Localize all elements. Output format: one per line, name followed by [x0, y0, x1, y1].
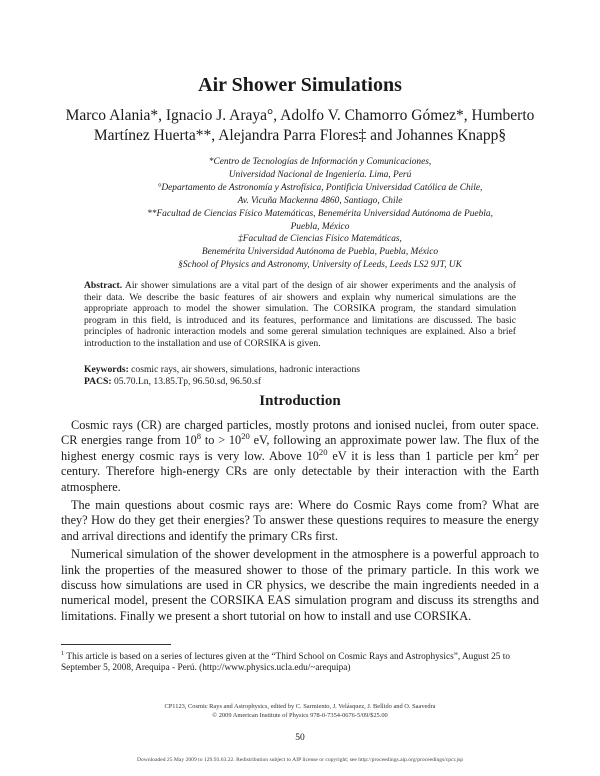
abstract-label: Abstract.	[84, 280, 123, 291]
affiliation-line: §School of Physics and Astronomy, University of Leeds, Leeds LS2 9JT, UK	[178, 260, 462, 271]
affiliation-line: ‡Facultad de Ciencias Físico Matemáticas,	[238, 234, 402, 245]
paragraph: The main questions about cosmic rays are: Where do Cosmic Rays come from? What are they? How do they get their energies? To answer these questions requires to measure the energy and arrival directions and identify the primary CRs first.	[61, 498, 539, 543]
keywords-text: cosmic rays, air showers, simulations, hadronic interactions	[131, 364, 361, 375]
paragraph: Cosmic rays (CR) are charged particles, mostly protons and ionised nuclei, from outer space. CR energies range from $10^8$ to > $10^{20}$ eV, following an approximate power law. The flux of the highest energy cosmic rays is very low. Above $10^{20}$ eV it is less than 1 particle per $km^2$ per century. Therefore high-energy CRs are only detectable by their interaction with the Earth atmosphere.	[61, 418, 539, 494]
footnote-divider	[61, 644, 171, 645]
affiliation-line: Av. Vicuña Mackenna 4860, Santiago, Chile	[237, 195, 403, 206]
affiliation-line: *Centro de Tecnologías de Información y Comunicaciones,	[208, 157, 432, 167]
page-number: 50	[295, 733, 305, 743]
footnote-mark: 1	[61, 649, 65, 657]
pacs-label: PACS:	[84, 375, 112, 387]
footnote-text: This article is based on a series of lectures given at the “Third School on Cosmic Rays and Astrophysics”, August 25 to September 5, 2008, Arequipa - Perú. (http://www.physics.ucla.edu/~arequipa)	[61, 652, 510, 674]
affiliation-line: **Facultad de Ciencias Físico Matemáticas, Benemérita Universidad Autónoma de Puebla,	[147, 208, 493, 219]
section-heading: Introduction	[259, 393, 341, 409]
affiliation-line: °Departamento de Astronomía y Astrofísica, Pontificia Universidad Católica de Chile,	[157, 182, 483, 193]
pacs-text: 05.70.Ln, 13.85.Tp, 96.50.sd, 96.50.sf	[113, 375, 262, 387]
keywords-label: Keywords:	[84, 364, 129, 375]
body-text	[61, 418, 539, 627]
download-notice: Downloaded 25 May 2009 to 129.93.63.22. Redistribution subject to AIP license or copyright; see http://proceedings.aip.org/proceedings/cpcr.jsp	[136, 757, 464, 763]
affiliation-line: Puebla, México	[290, 221, 350, 232]
affiliation-line: Universidad Nacional de Ingeniería. Lima, Perú	[228, 169, 412, 180]
author-line-1: Marco Alania*, Ignacio J. Araya°, Adolfo V. Chamorro Gómez*, Humberto	[65, 107, 535, 124]
footnote	[61, 649, 539, 674]
paragraph: Numerical simulation of the shower development in the atmosphere is a powerful approach to link the properties of the measured shower to those of the primary particle. In this work we discuss how simulations are used in CR physics, we describe the main ingredients needed in a numerical model, present the CORSIKA EAS simulation program and discuss its strengths and limitations. Finally we present a short tutorial on how to install and use CORSIKA.	[61, 547, 539, 623]
paper-title: Air Shower Simulations	[198, 74, 402, 96]
abstract-text: Air shower simulations are a vital part of the design of air shower experiments and the analysis of their data. We describe the basic features of air showers and explain why numerical simulations are the appropriate approach to model the shower simulation. The CORSIKA program, the standard simulation program in this field, is introduced and its features, performance and limitations are discussed. The basic principles of hadronic interaction models and some gereral simulation techniques are explained. Also a brief introduction to the installation and use of CORSIKA is given.	[84, 280, 516, 349]
keywords-block	[84, 364, 516, 387]
conference-info: CP1123, Cosmic Rays and Astrophysics, edited by C. Sarmiento, J. Velásquez, J. Bellido and O. Saavedra © 2009 American Institute of Physics 978-0-7354-0676-5/09/$25.00	[164, 703, 436, 719]
author-list	[40, 106, 560, 146]
author-line-2: Martínez Huerta**, Alejandra Parra Flores‡ and Johannes Knapp§	[93, 127, 507, 144]
affiliation-line: Benemérita Universidad Autónoma de Puebla, Puebla, México	[201, 247, 439, 258]
abstract	[84, 280, 516, 350]
affiliation-list	[80, 156, 560, 272]
